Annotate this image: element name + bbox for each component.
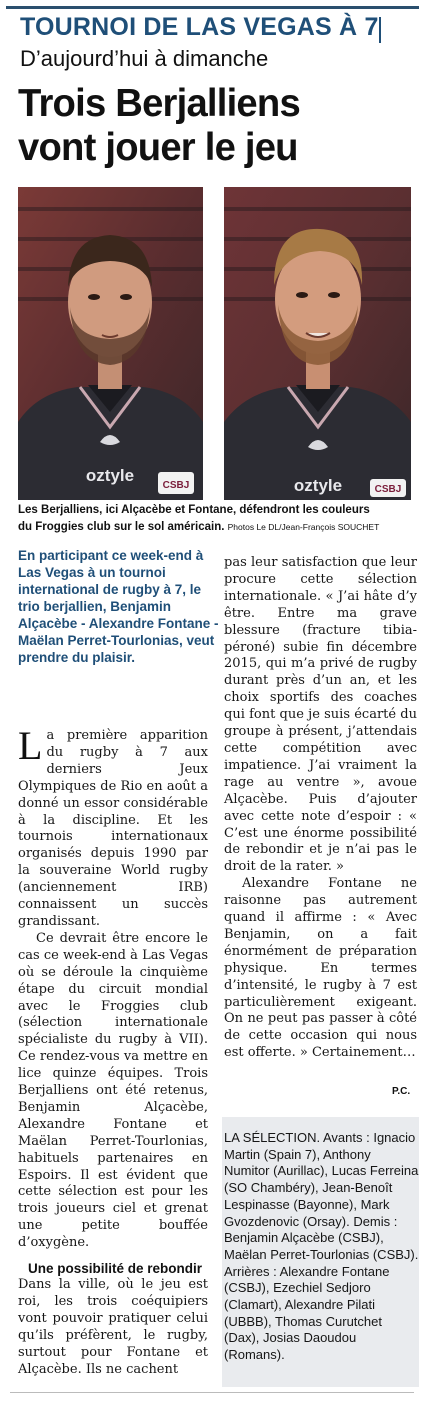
column-2 <box>224 555 417 1062</box>
crest-1: CSBJ <box>162 480 190 491</box>
jersey-sponsor-1: oztyle <box>85 466 135 485</box>
subkicker: D’aujourd’hui à dimanche <box>20 46 269 71</box>
col2-paragraph-1: pas leur satisfaction que leur procure cette sélection internationale. « J’ai hâte d’y être. Entre ma grave blessure (fracture tibia-péroné) subie fin décembre 2015, qui m’a privé de rugby durant près d’un an, et les choix sportifs des coaches qui font que je suis écarté du groupe à présent, j’attendais cette compétition avec impatience. J’ai vraiment la rage au ventre », avoue Alçacèbe. Puis d’ajouter avec cette note d’espoir : « C’est une énorme possibilité de rebondir et je n’ai pas le droit de la rater. » <box>224 555 417 875</box>
kicker-band <box>6 6 419 46</box>
subheading: Une possibilité de rebondir <box>28 1261 203 1277</box>
caption-line-1: Les Berjalliens, ici Alçacèbe et Fontane, défendront les couleurs <box>18 504 370 516</box>
crest-2: CSBJ <box>374 484 402 495</box>
author-signature: P.C. <box>392 1086 411 1097</box>
headline <box>18 82 300 170</box>
col2-paragraph-2: Alexandre Fontane ne raisonne pas autrement quand il affirme : « Avec Benjamin, on a fait énormément de préparation physique. En termes d’intensité, le rugby à 7 est particulièrement exigeant. On ne peut pas passer à côté de cette occasion qui nous est offerte. » Certainement… <box>224 876 417 1061</box>
bottom-rule <box>10 1392 414 1393</box>
col1-paragraph-2: Ce devrait être encore le cas ce week-end à Las Vegas où se déroule la cinquième étape du circuit mondial avec le Froggies club (sélection internationale spécialiste du rugby à VII). Ce rendez-vous va mettre en lice quinze équipes. Trois Berjalliens ont été retenus, Benjamin Alçacèbe, Alexandre Fontane et Maëlan Perret-Tourlonias, habituels partenaires en Espoirs. Il est évident que cette sélection est pour les trois joueurs ciel et grenat une petite bouffée d’oxygène. <box>18 930 208 1251</box>
kicker-divider <box>379 17 381 43</box>
drop-cap: L <box>18 723 43 768</box>
selection-list: LA SÉLECTION. Avants : Ignacio Martin (Spain 7), Anthony Numitor (Aurillac), Lucas Ferreina (SO Chambéry), Jean-Benoît Lespinasse (Bayonne), Mark Gvozdenovic (Orsay). Demis : Benjamin Alçacèbe (CSBJ), Maëlan Perret-Tourlonias (CSBJ). Arrières : Alexandre Fontane (CSBJ), Ezechiel Sedjoro (Clamart), Alexandre Pilati (UBBB), Thomas Curutchet (Dax), Josias Daoudou (Romans). <box>224 1130 419 1363</box>
photo-fontane <box>224 187 411 500</box>
jersey-sponsor-2: oztyle <box>293 476 343 495</box>
lead-paragraph: En participant ce week-end à Las Vegas à un tournoi international de rugby à 7, le trio berjallien, Benjamin Alçacèbe - Alexandre Fontane - Maëlan Perret-Tourlonias, veut prendre du plaisir. <box>18 548 219 665</box>
headline-line-2: vont jouer le jeu <box>18 126 298 169</box>
col1-paragraph-3: Dans la ville, où le jeu est roi, les trois coéquipiers vont pouvoir pratiquer celui qu’ils préfèrent, le rugby, surtout pour Fontane et Alçacèbe. Ils ne cachent <box>18 1277 208 1377</box>
column-1 <box>18 723 208 1379</box>
col1-paragraph-1: a première apparition du rugby à 7 aux derniers Jeux Olympiques de Rio en août a donné un essor considérable à la discipline. Et les tournois internationaux organisés depuis 1990 par la souveraine World rugby (anciennement IRB) connaissent un succès grandissant. <box>18 728 208 929</box>
photo-alcacebe <box>18 187 203 500</box>
photo-credit: Photos Le DL/Jean-François SOUCHET <box>227 522 380 532</box>
caption-line-2: du Froggies club sur le sol américain. <box>18 521 225 533</box>
headline-line-1: Trois Berjalliens <box>18 82 300 125</box>
photo-caption <box>18 502 414 536</box>
kicker-title: TOURNOI DE LAS VEGAS À 7 <box>20 13 379 41</box>
